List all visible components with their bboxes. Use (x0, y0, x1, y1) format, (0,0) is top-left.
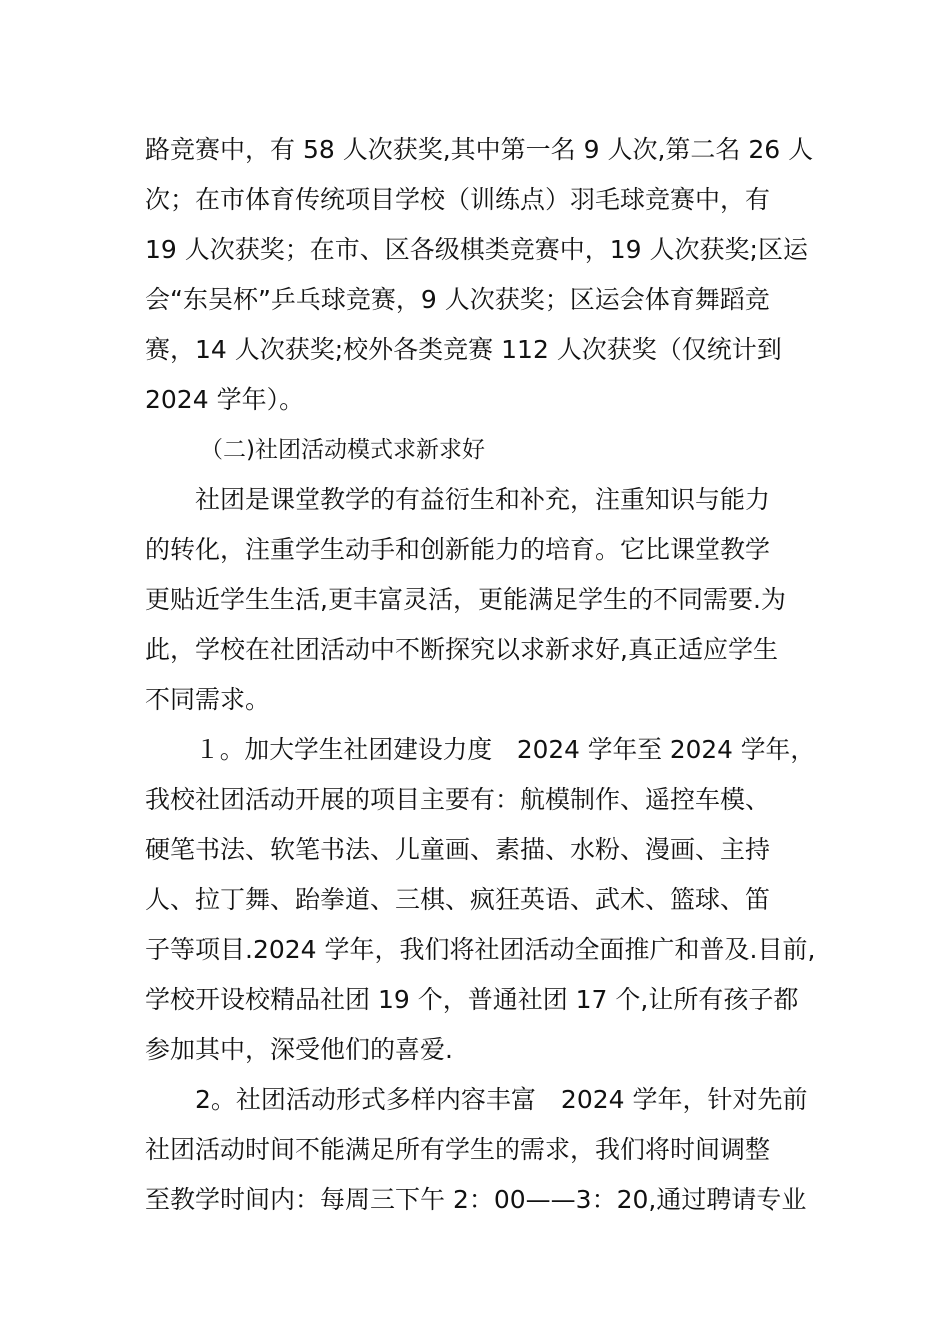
body-text-line: 2024 学年）。 (145, 385, 305, 414)
section-heading: （二)社团活动模式求新求好 (200, 437, 485, 463)
body-text-line: 子等项目.2024 学年，我们将社团活动全面推广和普及.目前, (145, 935, 816, 964)
body-text-line: 我校社团活动开展的项目主要有：航模制作、遥控车模、 (145, 785, 771, 814)
body-text-line: 至教学时间内：每周三下午 2：00——3：20,通过聘请专业 (145, 1185, 807, 1214)
body-text-line: 次；在市体育传统项目学校（训练点）羽毛球竞赛中，有 (145, 185, 771, 214)
body-text-line: 人、拉丁舞、跆拳道、三棋、疯狂英语、武术、篮球、笛 (145, 885, 771, 914)
subsection-heading: １。加大学生社团建设力度 2024 学年至 2024 学年， (195, 735, 816, 764)
body-text-line: 会“东吴杯”乒乓球竞赛，9 人次获奖；区运会体育舞蹈竞 (145, 285, 770, 314)
body-text-line: 赛，14 人次获奖;校外各类竞赛 112 人次获奖（仅统计到 (145, 335, 782, 364)
body-text-line: 路竞赛中，有 58 人次获奖,其中第一名 9 人次,第二名 26 人 (145, 135, 814, 164)
subsection-heading: 2。社团活动形式多样内容丰富 2024 学年，针对先前 (195, 1085, 808, 1114)
body-text-line: 的转化，注重学生动手和创新能力的培育。它比课堂教学 (145, 535, 771, 564)
body-text-line: 社团活动时间不能满足所有学生的需求，我们将时间调整 (145, 1135, 771, 1164)
body-text-line: 学校开设校精品社团 19 个，普通社团 17 个,让所有孩子都 (145, 985, 799, 1014)
body-text-line: 此，学校在社团活动中不断探究以求新求好,真正适应学生 (145, 635, 778, 664)
body-text-line: 不同需求。 (145, 685, 271, 714)
paragraph-first-line: 社团是课堂教学的有益衍生和补充，注重知识与能力 (195, 485, 771, 514)
body-text-line: 参加其中，深受他们的喜爱. (145, 1035, 453, 1064)
body-text-line: 更贴近学生生活,更丰富灵活，更能满足学生的不同需要.为 (145, 585, 786, 614)
body-text-line: 19 人次获奖；在市、区各级棋类竞赛中，19 人次获奖;区运 (145, 235, 808, 264)
body-text-line: 硬笔书法、软笔书法、儿童画、素描、水粉、漫画、主持 (145, 835, 771, 864)
